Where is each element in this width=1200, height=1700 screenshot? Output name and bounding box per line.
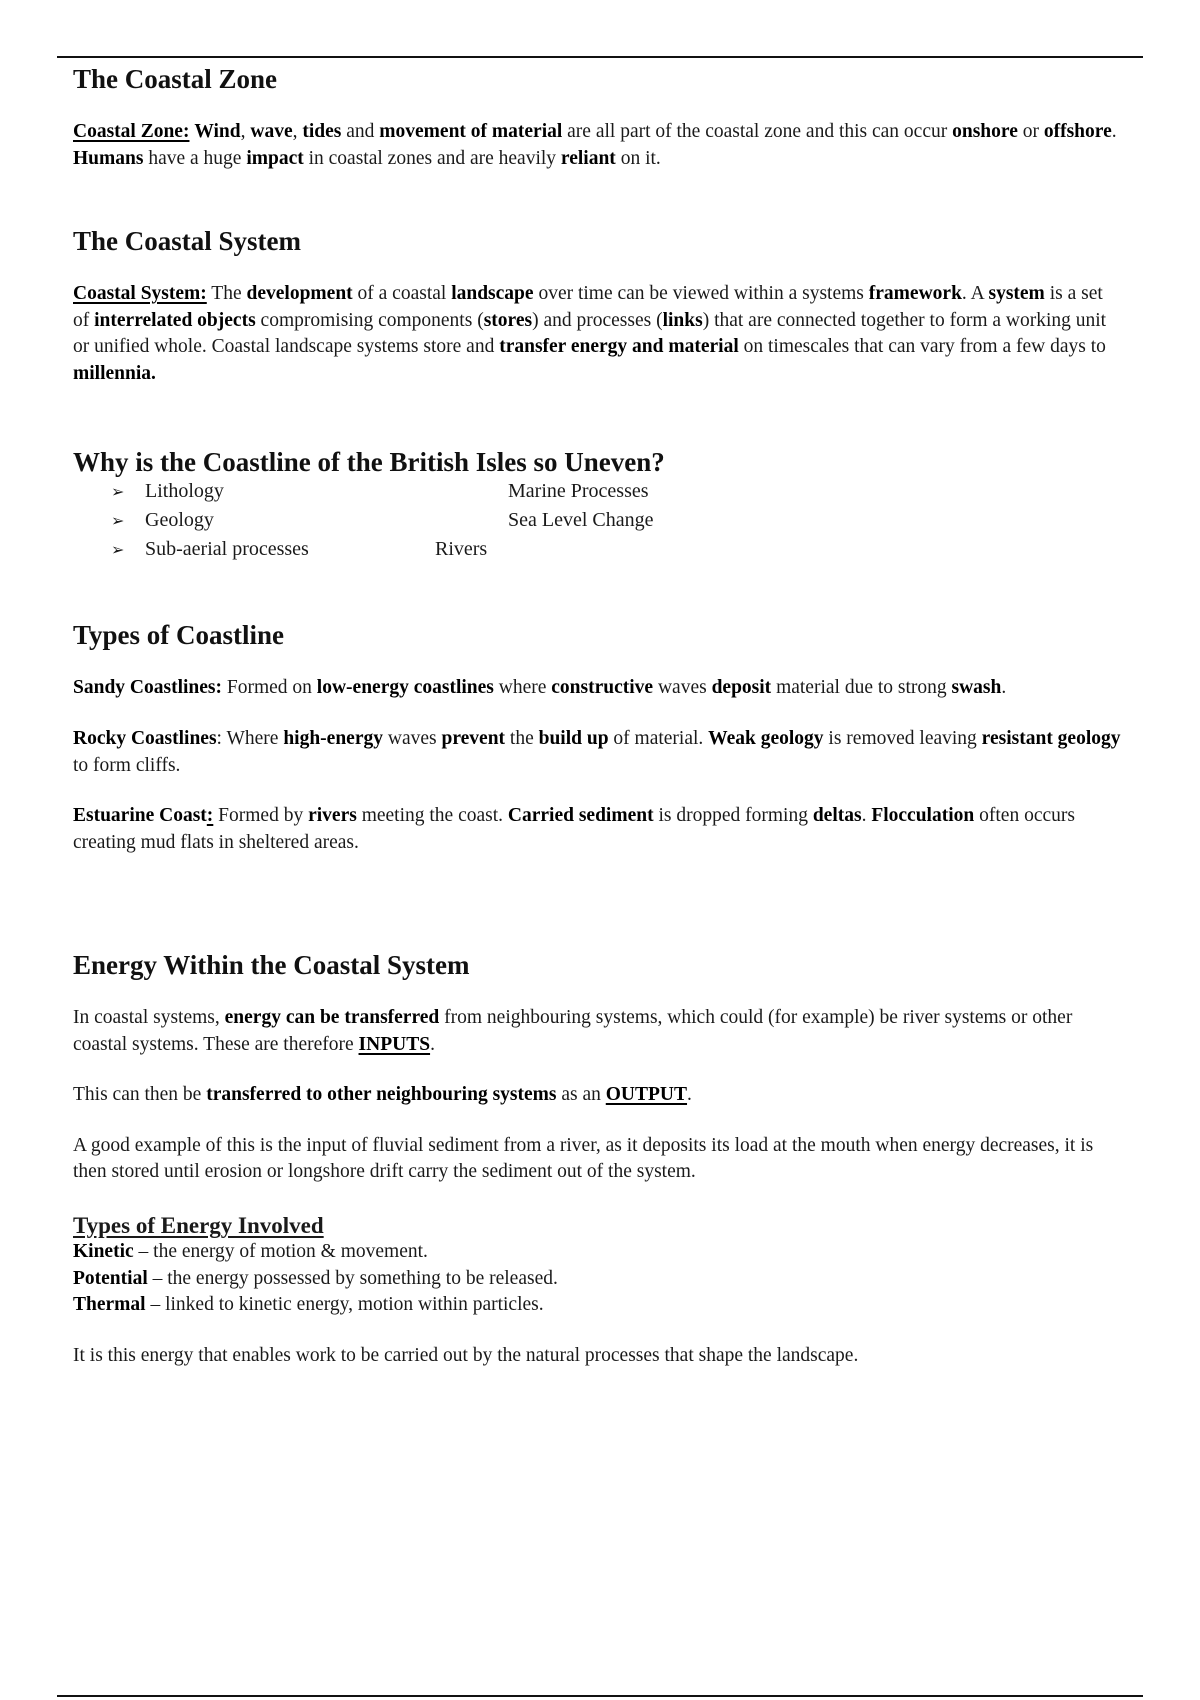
reason-rivers: Rivers [435, 538, 488, 561]
para-energy-example: A good example of this is the input of fluvial sediment from a river, as it deposits its load at the mouth when energy decreases, it is then stored until erosion or longshore drift carry the sediment out of the system. [73, 1134, 1094, 1183]
heading-coastal-zone: The Coastal Zone [73, 64, 278, 94]
heading-coastal-system: The Coastal System [73, 226, 301, 257]
section-coastal-system [73, 224, 1123, 387]
bullet-arrow-icon: ➢ [111, 511, 125, 531]
heading-types-of-energy: Types of Energy Involved [73, 1212, 324, 1238]
bullet-arrow-icon: ➢ [111, 540, 125, 560]
energy-potential: Potential – the energy possessed by something to be released. [73, 1267, 558, 1289]
para-energy-inputs: In coastal systems, energy can be transferred from neighbouring systems, which could (for example) be river systems or other coastal systems. These are therefore INPUTS. [73, 1007, 1073, 1055]
reasons-list [73, 480, 1123, 570]
bottom-rule [57, 1695, 1143, 1697]
reason-geology: Geology [145, 509, 214, 532]
bullet-arrow-icon: ➢ [111, 482, 125, 502]
document-page [73, 62, 1123, 1369]
para-coastal-zone: Coastal Zone: Wind, wave, tides and movement of material are all part of the coastal zone and this can occur onshore or offshore. Humans have a huge impact in coastal zones and are heavily reliant on it. [73, 121, 1117, 169]
heading-energy: Energy Within the Coastal System [73, 950, 470, 981]
para-energy-outputs: This can then be transferred to other neighbouring systems as an OUTPUT. [73, 1084, 692, 1106]
top-rule [57, 56, 1143, 58]
heading-types-of-coastline: Types of Coastline [73, 620, 285, 651]
reason-sub-aerial: Sub-aerial processes [145, 538, 309, 561]
para-sandy-coastlines: Sandy Coastlines: Formed on low-energy coastlines where constructive waves deposit material due to strong swash. [73, 677, 1007, 699]
energy-kinetic: Kinetic – the energy of motion & movement. [73, 1241, 428, 1263]
section-types-of-coastline [73, 618, 1123, 856]
para-energy-closing: It is this energy that enables work to be carried out by the natural processes that shape the landscape. [73, 1344, 859, 1366]
section-uneven-coastline [73, 445, 1123, 570]
reason-sea-level-change: Sea Level Change [508, 509, 654, 532]
energy-thermal: Thermal – linked to kinetic energy, motion within particles. [73, 1294, 544, 1316]
para-rocky-coastlines: Rocky Coastlines: Where high-energy waves prevent the build up of material. Weak geology is removed leaving resistant geology to form cliffs. [73, 727, 1121, 776]
section-energy [73, 948, 1123, 1369]
heading-uneven-coastline: Why is the Coastline of the British Isles so Uneven? [73, 447, 665, 478]
para-coastal-system: Coastal System: The development of a coastal landscape over time can be viewed within a systems framework. A system is a set of interrelated objects compromising components (stores) and processes (links) that are connected together to form a working unit or unified whole. Coastal landscape systems store and transfer energy and material on timescales that can vary from a few days to millennia. [73, 283, 1107, 384]
para-estuarine-coast: Estuarine Coast: Formed by rivers meeting the coast. Carried sediment is dropped forming deltas. Flocculation often occurs creating mud flats in sheltered areas. [73, 805, 1075, 853]
section-coastal-zone [73, 62, 1123, 172]
reason-lithology: Lithology [145, 480, 224, 503]
reason-marine-processes: Marine Processes [508, 480, 649, 503]
